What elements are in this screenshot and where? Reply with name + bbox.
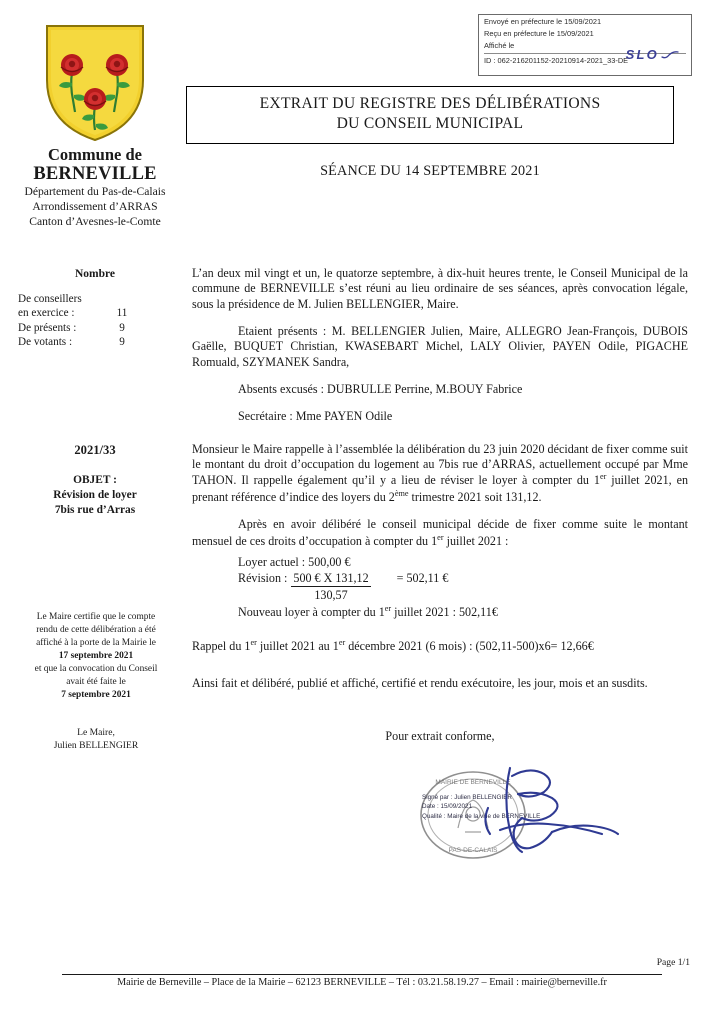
recall-paragraph: Monsieur le Maire rappelle à l’assemblée la délibération du 23 juin 2020 décidant de fixer comme suit le montant du droit d’occupation du logement au 7bis rue d’ARRAS, actuellement occupé par Mme TAHON. Il rappelle également qu’il y a lieu de réviser le loyer à compter du 1er juillet 2021, en prenant référence d’indice des loyers du 2ème trimestre 2021 soit 131,12.: [192, 441, 688, 504]
count-row: [18, 292, 190, 306]
mayor-signature-block: [6, 727, 186, 753]
count-value: [110, 292, 134, 306]
revision-result: = 502,11 €: [396, 570, 449, 585]
swoosh-icon: [661, 50, 679, 60]
count-row: [18, 306, 190, 320]
certif-convocation-date: 7 septembre 2021: [61, 689, 131, 700]
digital-signature-area: [412, 768, 612, 863]
attendance-counts-block: [0, 268, 190, 349]
opening-paragraph: L’an deux mil vingt et un, le quatorze septembre, à dix-huit heures trente, le Conseil Municipal de la commune de BERNEVILLE s’est réuni au lieu ordinaire de ses séances, après convocation légale, sous la présidence de M. Julien BELLENGIER, Maire.: [192, 266, 688, 311]
signature-signed-by: Signé par : Julien BELLENGIER: [422, 794, 512, 801]
count-value: 9: [119, 335, 125, 348]
certif-line-3: affiché à la porte de la Mairie le: [36, 637, 156, 648]
canton-line: Canton d’Avesnes-le-Comte: [29, 214, 161, 228]
certif-line-2: rendu de cette délibération a été: [36, 624, 156, 635]
counts-list: [18, 292, 190, 349]
arrondissement-line: Arrondissement d’ARRAS: [32, 200, 158, 214]
handwritten-signature: [452, 764, 622, 859]
department-line: Département du Pas-de-Calais: [24, 185, 166, 199]
count-label: De conseillers: [18, 293, 82, 305]
mayor-role: Le Maire,: [77, 727, 115, 738]
prefecture-id-line: ID : 062-216201152-20210914-2021_33-DE: [484, 53, 686, 64]
objet-block: [0, 443, 190, 517]
prefecture-sent-line: Envoyé en préfecture le 15/09/2021: [484, 17, 602, 26]
commune-label: Commune de: [48, 145, 142, 164]
revision-row: [238, 571, 688, 604]
current-rent-label: Loyer actuel : 500,00 €: [238, 554, 351, 569]
current-rent-row: [238, 555, 688, 571]
objet-line-1: Révision de loyer: [53, 488, 137, 501]
calculation-block: [238, 555, 688, 621]
certif-line-1: Le Maire certifie que le compte: [36, 612, 156, 622]
slo-logo: [626, 48, 679, 61]
signature-date: Date : 15/09/2021: [422, 803, 473, 811]
decision-paragraph: Après en avoir délibéré le conseil municipal décide de fixer comme suite le montant mensuel de ces droits d’occupation à compter du 1er juillet 2021 :: [192, 517, 688, 548]
document-body: [192, 266, 688, 701]
svg-text:MAIRIE DE BERNEVILLE: MAIRIE DE BERNEVILLE: [435, 779, 511, 786]
footer-address: Mairie de Berneville – Place de la Mairie – 62123 BERNEVILLE – Tél : 03.21.58.19.27 – Email : mairie@berneville.fr: [117, 977, 607, 988]
slo-logo-text: SLO: [625, 47, 659, 62]
closing-paragraph: Ainsi fait et délibéré, publié et affiché, certifié et rendu exécutoire, les jour, mois et an susdits.: [192, 676, 648, 691]
document-title-line-2: DU CONSEIL MUNICIPAL: [336, 115, 524, 133]
footer-divider: [62, 974, 662, 975]
coat-of-arms-icon: [39, 20, 151, 144]
present-members-paragraph: Etaient présents : M. BELLENGIER Julien, Maire, ALLEGRO Jean-François, DUBOIS Gaëlle, BUQUET Christian, KWASEBART Michel, LALY Olivier, PAYEN Odile, PIGACHE Romuald, SZYMANEK Sandra,: [192, 324, 688, 369]
session-date: SÉANCE DU 14 SEPTEMBRE 2021: [320, 163, 540, 179]
prefecture-stamp-box: [478, 14, 692, 76]
count-label: en exercice :: [18, 307, 75, 320]
certified-copy-line: Pour extrait conforme,: [385, 729, 495, 743]
count-row: [18, 335, 190, 349]
commune-identity-block: [0, 20, 190, 230]
count-label: De présents :: [18, 321, 77, 334]
mayor-name: Julien BELLENGIER: [53, 739, 139, 751]
revision-fraction: [291, 571, 370, 604]
objet-line-2: 7bis rue d’Arras: [54, 503, 136, 516]
signature-quality: Qualité : Maire de la ville de BERNEVILLE: [422, 812, 541, 820]
absent-members-paragraph: Absents excusés : DUBRULLE Perrine, M.BOUY Fabrice: [238, 382, 523, 397]
commune-name: BERNEVILLE: [33, 164, 157, 185]
fraction-denominator: 130,57: [314, 588, 348, 603]
deliberation-number: 2021/33: [74, 443, 116, 457]
nombre-title: Nombre: [74, 268, 116, 280]
revision-label: Révision :: [238, 570, 288, 585]
certif-posting-date: 17 septembre 2021: [58, 650, 134, 661]
count-row: [18, 321, 190, 335]
objet-title: OBJET :: [73, 474, 117, 486]
document-title-line-1: EXTRAIT DU REGISTRE DES DÉLIBÉRATIONS: [259, 95, 601, 112]
prefecture-received-line: Reçu en préfecture le 15/09/2021: [484, 28, 594, 38]
certif-line-5: avait été faite le: [66, 676, 126, 687]
count-value: 9: [119, 321, 125, 334]
svg-text:PAS-DE-CALAIS: PAS-DE-CALAIS: [448, 847, 498, 854]
new-rent-row: [238, 604, 688, 621]
fraction-numerator: 500 € X 131,12: [291, 571, 370, 588]
prefecture-posted-line: Affiché le: [484, 40, 515, 50]
certif-line-4: et que la convocation du Conseil: [34, 663, 158, 674]
page-number: Page 1/1: [656, 957, 690, 968]
secretary-paragraph: Secrétaire : Mme PAYEN Odile: [238, 409, 393, 424]
certification-block: [6, 611, 186, 702]
count-value: 11: [116, 307, 128, 320]
count-label: De votants :: [18, 335, 73, 348]
reminder-paragraph: Rappel du 1er juillet 2021 au 1er décembre 2021 (6 mois) : (502,11-500)x6= 12,66€: [192, 637, 594, 653]
new-rent-label: Nouveau loyer à compter du 1er juillet 2021 : 502,11€: [238, 604, 498, 620]
document-title-box: [186, 86, 674, 144]
